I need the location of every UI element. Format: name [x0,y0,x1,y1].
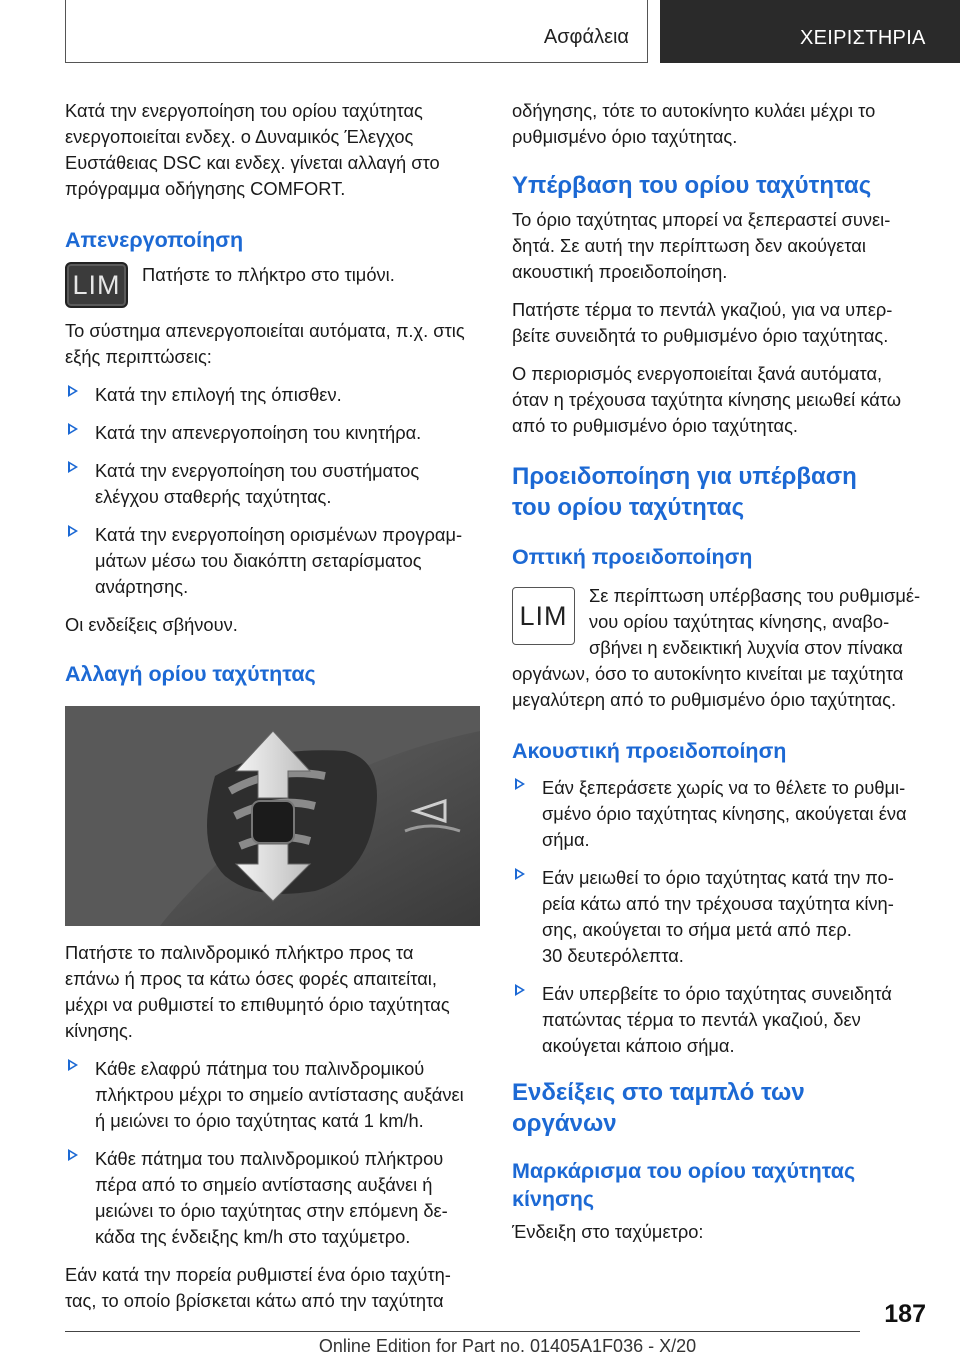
list-item: Κατά την ενεργοποίηση ορισμένων προγραμ- μάτων μέσω του διακόπτη σεταρίσματος ανάρτησης. [65,522,485,600]
deactivation-text: Πατήστε το πλήκτρο στο τιμόνι. [142,264,395,285]
exceed-paragraph-1: Το όριο ταχύτητας μπορεί να ξεπεραστεί συνει- δητά. Σε αυτή την περίπτωση δεν ακούγεται ακουστική προειδοποίηση. [512,209,891,282]
triangle-bullet-icon [68,423,78,435]
lim-indicator-icon: LIM [512,587,575,645]
press-rocker-list [65,1056,485,1250]
list-item: Κάθε πάτημα του παλινδρομικού πλήκτρου πέρα από το σημείο αντίστασης αυξάνει ή μειώνει το όριο ταχύτητας στην επόμενη δε- κάδα της ένδειξης km/h στο ταχύμετρο. [65,1146,485,1250]
auto-deactivation-text: Το σύστημα απενεργοποιείται αυτόματα, π.χ. στις εξής περιπτώσεις: [65,320,465,367]
triangle-bullet-icon [515,778,525,790]
list-item: Εάν ξεπεράσετε χωρίς να το θέλετε το ρυθμι- σμένο όριο ταχύτητας κίνησης, ακούγεται ένα σήμα. [512,775,932,853]
exceed-paragraph-2: Πατήστε τέρμα το πεντάλ γκαζιού, για να υπερ- βείτε συνειδητά το ρυθμισμένο όριο ταχύτητας. [512,299,893,346]
intro-paragraph: Κατά την ενεργοποίηση του ορίου ταχύτητας ενεργοποιείται ενδεχ. ο Δυναμικός Έλεγχος Ευστάθειας DSC και ενδεχ. γίνεται αλλαγή στο πρόγραμμα οδήγησης COMFORT. [65,100,440,199]
deactivation-block [65,260,485,314]
auto-deactivation-list [65,382,485,600]
steering-wheel-rocker-switch-photo [65,706,480,926]
page-number: 187 [884,1300,926,1328]
marking-text: Ένδειξη στο ταχύμετρο: [512,1221,704,1242]
triangle-bullet-icon [68,1059,78,1071]
exceed-heading: Υπέρβαση του ορίου ταχύτητας [512,172,872,199]
header-box [65,0,648,63]
coast-continued-text: οδήγησης, τότε το αυτοκίνητο κυλάει μέχρι το ρυθμισμένο όριο ταχύτητας. [512,100,876,147]
left-column [65,98,485,1326]
exceed-paragraph-3: Ο περιορισμός ενεργοποιείται ξανά αυτόματα, όταν η τρέχουσα ταχύτητα κίνησης μειωθεί κάτω από το ρυθμισμένο όριο ταχύτητας. [512,363,902,436]
triangle-bullet-icon [68,461,78,473]
footer-divider [65,1331,860,1332]
warning-heading: Προειδοποίηση για υπέρβαση του ορίου ταχύτητας [512,463,857,521]
acoustic-warning-heading: Ακουστική προειδοποίηση [512,739,787,763]
lim-button-icon: LIM [65,262,128,308]
acoustic-warning-list [512,775,932,1059]
list-item: Εάν μειωθεί το όριο ταχύτητας κατά την πο- ρεία κάτω από την τρέχουσα ταχύτητα κίνη- σης, ακούγεται το σήμα μετά από περ. 30 δευτερόλεπτα. [512,865,932,969]
list-item: Κάθε ελαφρύ πάτημα του παλινδρομικού πλήκτρου μέχρι το σημείο αντίστασης αυξάνει ή μειώνει το όριο ταχύτητας κατά 1 km/h. [65,1056,485,1134]
triangle-bullet-icon [68,525,78,537]
list-item: Εάν υπερβείτε το όριο ταχύτητας συνειδητά πατώντας τέρμα το πεντάλ γκαζιού, δεν ακούγεται κάποιο σήμα. [512,981,932,1059]
section-title: Ασφάλεια [543,26,629,48]
optical-warning-text: Σε περίπτωση υπέρβασης του ρυθμισμέ- νου ορίου ταχύτητας κίνησης, αναβο- σβήνει η ενδεικτική λυχνία στον πίνακα οργάνων, όσο το αυτοκίνητο κινείται με ταχύτητα μεγαλύτερη από το ρυθμισμένο όριο ταχύτητας. [512,585,921,710]
triangle-bullet-icon [515,984,525,996]
press-rocker-text: Πατήστε το παλινδρομικό πλήκτρο προς τα επάνω ή προς τα κάτω όσες φορές απαιτείται, μέχρι να ρυθμιστεί το επιθυμητό όριο ταχύτητας κίνησης. [65,942,450,1041]
list-item: Κατά την επιλογή της όπισθεν. [65,382,485,408]
coast-text: Εάν κατά την πορεία ρυθμιστεί ένα όριο ταχύτη- τας, το οποίο βρίσκεται κάτω από την ταχύτητα [65,1264,451,1311]
triangle-bullet-icon [68,385,78,397]
deactivation-heading: Απενεργοποίηση [65,228,244,252]
triangle-bullet-icon [68,1149,78,1161]
indicators-off-text: Οι ενδείξεις σβήνουν. [65,614,238,635]
list-item: Κατά την ενεργοποίηση του συστήματος ελέγχου σταθερής ταχύτητας. [65,458,485,510]
optical-warning-heading: Οπτική προειδοποίηση [512,545,753,569]
marking-heading: Μαρκάρισμα του ορίου ταχύτητας κίνησης [512,1159,856,1211]
optical-warning-block [512,583,932,713]
right-column [512,98,932,1257]
change-limit-heading: Αλλαγή ορίου ταχύτητας [65,662,316,686]
list-item: Κατά την απενεργοποίηση του κινητήρα. [65,420,485,446]
display-heading: Ενδείξεις στο ταμπλό των οργάνων [512,1079,805,1137]
edition-footer: Online Edition for Part no. 01405A1F036 - X/20 [318,1336,697,1356]
chapter-tab: ΧΕΙΡΙΣΤΗΡΙΑ [660,0,960,63]
triangle-bullet-icon [515,868,525,880]
